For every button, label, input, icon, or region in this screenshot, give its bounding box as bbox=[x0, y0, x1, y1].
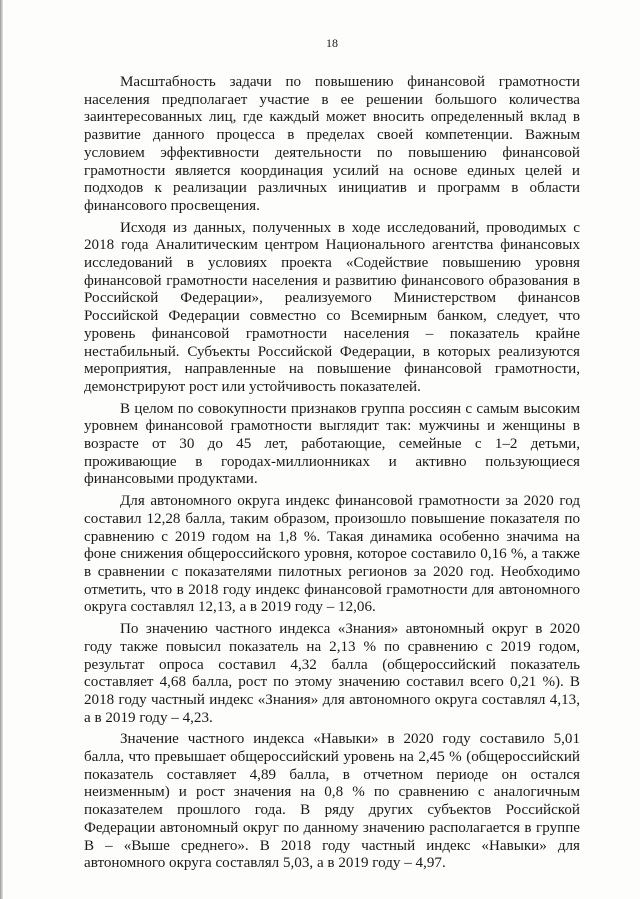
paragraph-2: Исходя из данных, полученных в ходе исследований, проводимых с 2018 года Аналитическим центром Национального агентства финансовых исследований в условиях проекта «Содействие повышению уровня финансовой грамотности населения и развитию финансового образования в Российской Федерации», реализуемого Министерством финансов Российской Федерации совместно со Всемирным банком, следует, что уровень финансовой грамотности населения – показатель крайне нестабильный. Субъекты Российской Федерации, в которых реализуются мероприятия, направленные на повышение финансовой грамотности, демонстрируют рост или устойчивость показателей. bbox=[84, 219, 580, 395]
paragraph-6: Значение частного индекса «Навыки» в 2020 году составило 5,01 балла, что превышает общероссийский уровень на 2,45 % (общероссийский показатель составляет 4,89 балла, в отчетном периоде он остался неизменным) и рост значения на 0,8 % по сравнению с аналогичным показателем прошлого года. В ряду других субъектов Российской Федерации автономный округ по данному значению располагается в группе В – «Выше среднего». В 2018 году частный индекс «Навыки» для автономного округа составлял 5,03, а в 2019 году – 4,97. bbox=[84, 731, 580, 872]
paragraph-4: Для автономного округа индекс финансовой грамотности за 2020 год составил 12,28 балла, таким образом, произошло повышение показателя по сравнению с 2019 годом на 1,8 %. Такая динамика особенно значима на фоне снижения общероссийского уровня, которое составило 0,16 %, а также в сравнении с показателями пилотных регионов за 2020 год. Необходимо отметить, что в 2018 году индекс финансовой грамотности для автономного округа составлял 12,13, а в 2019 году – 12,06. bbox=[84, 493, 580, 616]
page-number: 18 bbox=[326, 36, 338, 50]
paragraph-3: В целом по совокупности признаков группа россиян с самым высоким уровнем финансовой грамотности выглядит так: мужчины и женщины в возрасте от 30 до 45 лет, работающие, семейные с 1–2 детьми, проживающие в городах-миллионниках и активно пользующиеся финансовыми продуктами. bbox=[84, 400, 580, 488]
paragraph-1: Масштабность задачи по повышению финансовой грамотности населения предполагает участие в ее решении большого количества заинтересованных лиц, где каждый может вносить определенный вклад в развитие данного процесса в пределах своей компетенции. Важным условием эффективности деятельности по повышению финансовой грамотности является координация усилий на основе единых целей и подходов к реализации различных инициатив и программ в области финансового просвещения. bbox=[84, 74, 580, 214]
paragraph-5: По значению частного индекса «Знания» автономный округ в 2020 году также повысил показатель на 2,13 % по сравнению с 2019 годом, результат опроса составил 4,32 балла (общероссийский показатель составляет 4,68 балла, рост по этому значению составил всего 0,21 %). В 2018 году частный индекс «Знания» для автономного округа составлял 4,13, а в 2019 году – 4,23. bbox=[84, 621, 580, 726]
